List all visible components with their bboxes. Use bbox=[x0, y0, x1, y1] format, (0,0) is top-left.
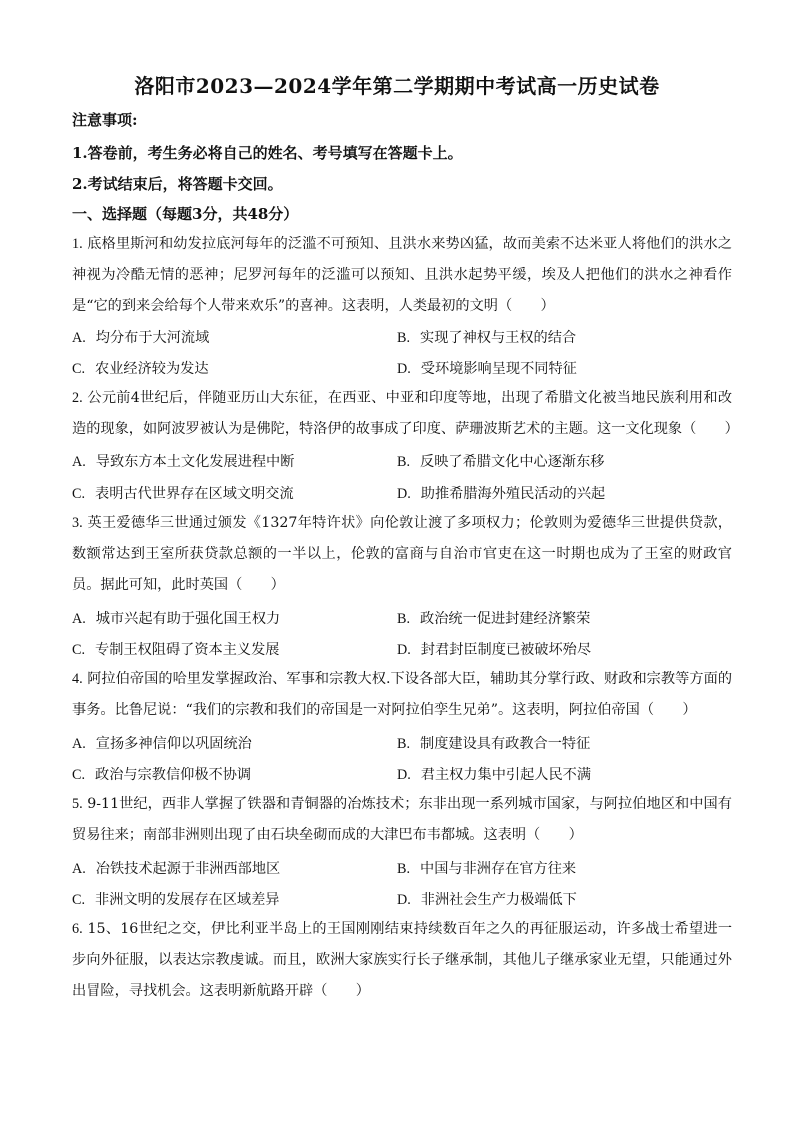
question-5-option-d bbox=[397, 889, 577, 909]
option-text: 农业经济较为发达 bbox=[95, 361, 209, 377]
option-letter: A. bbox=[72, 736, 86, 752]
option-text: 实现了神权与王权的结合 bbox=[420, 330, 577, 346]
option-letter: D. bbox=[397, 767, 411, 783]
question-1-option-a bbox=[72, 327, 209, 347]
question-3-option-d bbox=[397, 639, 591, 659]
question-2-option-a bbox=[72, 451, 294, 471]
option-text: 封君封臣制度已被破坏殆尽 bbox=[420, 642, 592, 658]
question-number: 2. bbox=[72, 390, 83, 406]
question-5 bbox=[72, 789, 732, 851]
question-4 bbox=[72, 664, 732, 726]
option-letter: A. bbox=[72, 861, 86, 877]
question-1-option-c bbox=[72, 358, 209, 378]
option-letter: C. bbox=[72, 361, 86, 377]
option-letter: D. bbox=[397, 892, 411, 908]
notice-heading: 注意事项: bbox=[72, 111, 138, 129]
section-heading: 一、选择题（每题3分，共48分） bbox=[72, 205, 299, 223]
notice-item-2: 2.考试结束后，将答题卡交回。 bbox=[72, 175, 283, 193]
option-text: 中国与非洲存在官方往来 bbox=[420, 861, 577, 877]
question-3 bbox=[72, 508, 732, 601]
option-text: 非洲社会生产力极端低下 bbox=[420, 892, 577, 908]
question-3-option-b bbox=[397, 608, 590, 628]
notice-item-1: 1.答卷前，考生务必将自己的姓名、考号填写在答题卡上。 bbox=[72, 144, 463, 162]
question-stem: 阿拉伯帝国的哈里发掌握政治、军事和宗教大权.下设各部大臣，辅助其分掌行政、财政和宗教等方面的事务。比鲁尼说：“我们的宗教和我们的帝国是一对阿拉伯孪生兄弟”。这表明，阿拉伯帝国（ ） bbox=[72, 671, 733, 718]
option-text: 制度建设具有政教合一特征 bbox=[420, 736, 591, 752]
option-text: 均分布于大河流域 bbox=[95, 330, 210, 346]
option-text: 导致东方本土文化发展进程中断 bbox=[95, 454, 295, 470]
question-number: 4. bbox=[72, 671, 83, 687]
option-text: 冶铁技术起源于非洲西部地区 bbox=[95, 861, 281, 877]
option-letter: C. bbox=[72, 767, 86, 783]
question-2-option-c bbox=[72, 483, 294, 503]
question-5-option-a bbox=[72, 858, 280, 878]
question-number: 5. bbox=[72, 796, 83, 812]
option-letter: B. bbox=[397, 611, 411, 627]
option-text: 助推希腊海外殖民活动的兴起 bbox=[420, 486, 606, 502]
option-letter: B. bbox=[397, 454, 411, 470]
option-text: 表明古代世界存在区域文明交流 bbox=[95, 486, 294, 502]
question-3-option-a bbox=[72, 608, 280, 628]
option-text: 专制王权阻碍了资本主义发展 bbox=[95, 642, 280, 658]
question-4-option-a bbox=[72, 733, 252, 753]
question-6 bbox=[72, 914, 732, 1007]
question-number: 1. bbox=[72, 236, 83, 252]
question-2-option-b bbox=[397, 451, 604, 471]
option-text: 受环境影响呈现不同特征 bbox=[420, 361, 577, 377]
question-4-option-b bbox=[397, 733, 590, 753]
option-letter: B. bbox=[397, 736, 411, 752]
question-5-option-b bbox=[397, 858, 576, 878]
question-4-option-d bbox=[397, 764, 591, 784]
question-2-option-d bbox=[397, 483, 605, 503]
option-letter: C. bbox=[72, 486, 86, 502]
option-letter: A. bbox=[72, 330, 86, 346]
option-text: 宣扬多神信仰以巩固统治 bbox=[95, 736, 252, 752]
option-text: 反映了希腊文化中心逐渐东移 bbox=[420, 454, 605, 470]
option-text: 城市兴起有助于强化国王权力 bbox=[95, 611, 281, 627]
option-letter: A. bbox=[72, 454, 86, 470]
option-text: 君主权力集中引起人民不满 bbox=[420, 767, 592, 783]
option-letter: D. bbox=[397, 486, 411, 502]
option-letter: B. bbox=[397, 861, 411, 877]
option-letter: C. bbox=[72, 892, 86, 908]
option-letter: A. bbox=[72, 611, 86, 627]
question-stem: 英王爱德华三世通过颁发《1327年特许状》向伦敦让渡了多项权力；伦敦则为爱德华三世提供贷款，数额常达到王室所获贷款总额的一半以上，伦敦的富商与自治市官吏在这一时期也成为了王室的财政官员。据此可知，此时英国（ ） bbox=[72, 515, 732, 593]
question-5-option-c bbox=[72, 889, 279, 909]
option-text: 政治统一促进封建经济繁荣 bbox=[420, 611, 591, 627]
option-text: 政治与宗教信仰极不协调 bbox=[95, 767, 252, 783]
question-1 bbox=[72, 229, 732, 322]
option-letter: D. bbox=[397, 642, 411, 658]
option-letter: C. bbox=[72, 642, 86, 658]
page-title: 洛阳市2023—2024学年第二学期期中考试高一历史试卷 bbox=[134, 74, 660, 98]
question-stem: 公元前4世纪后，伴随亚历山大东征，在西亚、中亚和印度等地，出现了希腊文化被当地民族利用和改造的现象，如阿波罗被认为是佛陀，特洛伊的故事成了印度、萨珊波斯艺术的主题。这一文化现象（ ） bbox=[72, 390, 739, 437]
question-3-option-c bbox=[72, 639, 279, 659]
option-text: 非洲文明的发展存在区域差异 bbox=[95, 892, 280, 908]
question-4-option-c bbox=[72, 764, 251, 784]
question-number: 6. bbox=[72, 921, 83, 937]
question-2 bbox=[72, 383, 739, 445]
question-1-option-b bbox=[397, 327, 576, 347]
question-1-option-d bbox=[397, 358, 577, 378]
option-letter: D. bbox=[397, 361, 411, 377]
question-stem: 9-11世纪，西非人掌握了铁器和青铜器的冶炼技术；东非出现一系列城市国家，与阿拉伯地区和中国有贸易往来；南部非洲则出现了由石块垒砌而成的大津巴布韦都城。这表明（ ） bbox=[72, 796, 732, 843]
question-stem: 15、16世纪之交，伊比利亚半岛上的王国刚刚结束持续数百年之久的再征服运动，许多战士希望进一步向外征服，以表达宗教虔诚。而且，欧洲大家族实行长子继承制，其他儿子继承家业无望，只能通过外出冒险，寻找机会。这表明新航路开辟（ ） bbox=[72, 921, 733, 999]
question-number: 3. bbox=[72, 515, 83, 531]
question-stem: 底格里斯河和幼发拉底河每年的泛滥不可预知、且洪水来势凶猛，故而美索不达米亚人将他们的洪水之神视为冷酷无情的恶神；尼罗河每年的泛滥可以预知、且洪水起势平缓，埃及人把他们的洪水之神看作是“它的到来会给每个人带来欢乐”的喜神。这表明，人类最初的文明（ ） bbox=[72, 236, 732, 314]
option-letter: B. bbox=[397, 330, 411, 346]
